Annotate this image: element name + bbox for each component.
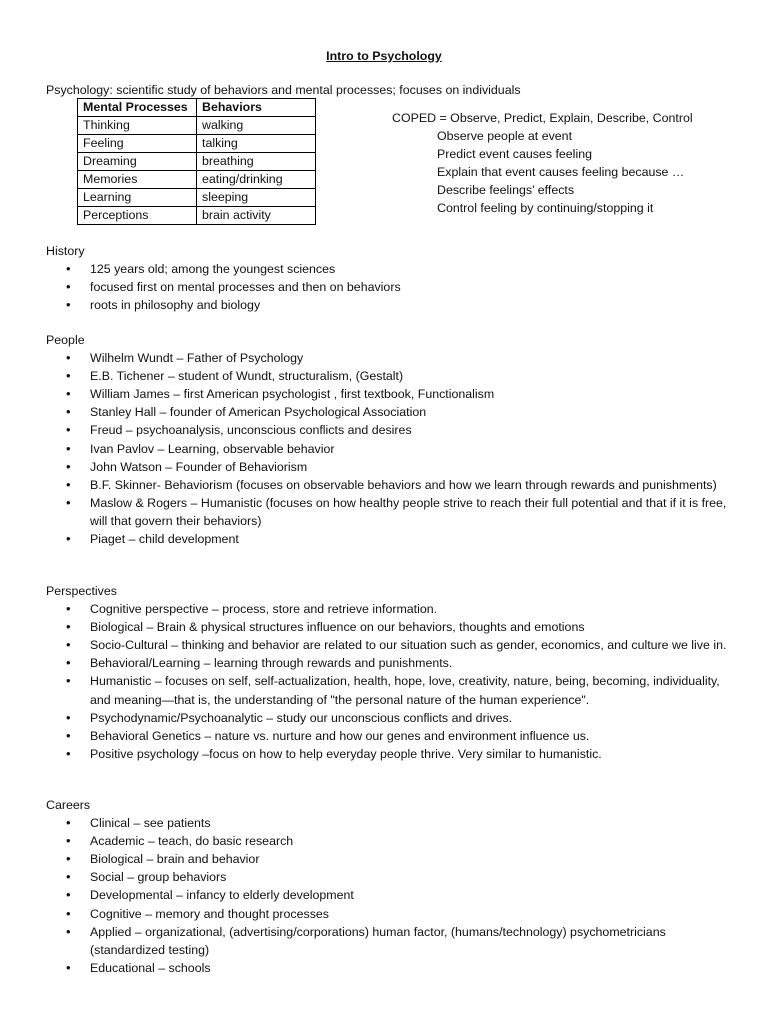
list-item: • Socio-Cultural – thinking and behavior are related to our situation such as gender, economics, and culture we live in. <box>46 636 740 654</box>
list-item: • focused first on mental processes and then on behaviors <box>46 278 740 296</box>
section-heading: People <box>46 333 85 347</box>
coped-block <box>392 109 693 218</box>
list-item: • Academic – teach, do basic research <box>46 832 740 850</box>
list-item: • Maslow & Rogers – Humanistic (focuses on how healthy people strive to reach their full potential and that if it is free, will that govern their behaviors) <box>46 494 740 530</box>
list-item: • Cognitive perspective – process, store and retrieve information. <box>46 600 740 618</box>
table-cell: Feeling <box>78 135 197 153</box>
list-item: • Social – group behaviors <box>46 868 740 886</box>
section-heading: Perspectives <box>46 584 117 598</box>
list-item: • Piaget – child development <box>46 530 740 548</box>
list-item: • Freud – psychoanalysis, unconscious conflicts and desires <box>46 421 740 439</box>
table-cell: Dreaming <box>78 153 197 171</box>
bullet-list <box>46 349 740 548</box>
table-cell: Perceptions <box>78 207 197 225</box>
mental-processes-table <box>77 98 316 225</box>
section-heading: Careers <box>46 798 91 812</box>
table-cell: eating/drinking <box>197 171 316 189</box>
list-item: • Behavioral/Learning – learning through rewards and punishments. <box>46 654 740 672</box>
list-item: • 125 years old; among the youngest sciences <box>46 260 740 278</box>
section-heading: History <box>46 244 85 258</box>
table-header-cell: Behaviors <box>197 99 316 117</box>
bullet-list <box>46 260 740 314</box>
table-cell: brain activity <box>197 207 316 225</box>
coped-item: Explain that event causes feeling because … <box>437 165 685 180</box>
list-item: • Cognitive – memory and thought processes <box>46 905 740 923</box>
list-item: • Clinical – see patients <box>46 814 740 832</box>
coped-item: Control feeling by continuing/stopping it <box>437 201 654 216</box>
table-cell: Memories <box>78 171 197 189</box>
list-item: • Behavioral Genetics – nature vs. nurture and how our genes and environment influence us. <box>46 727 740 745</box>
list-item: • Applied – organizational, (advertising/corporations) human factor, (humans/technology) psychometricians (standardized testing) <box>46 923 740 959</box>
list-item: • B.F. Skinner- Behaviorism (focuses on observable behaviors and how we learn through rewards and punishments) <box>46 476 740 494</box>
list-item: • Psychodynamic/Psychoanalytic – study our unconscious conflicts and drives. <box>46 709 740 727</box>
table-cell: Thinking <box>78 117 197 135</box>
coped-item: Describe feelings’ effects <box>437 183 575 198</box>
section-careers <box>46 796 740 977</box>
table-cell: walking <box>197 117 316 135</box>
table-cell: sleeping <box>197 189 316 207</box>
bullet-list <box>46 600 740 763</box>
table-cell: talking <box>197 135 316 153</box>
list-item: • E.B. Tichener – student of Wundt, structuralism, (Gestalt) <box>46 367 740 385</box>
list-item: • William James – first American psychologist , first textbook, Functionalism <box>46 385 740 403</box>
list-item: • Ivan Pavlov – Learning, observable behavior <box>46 440 740 458</box>
table-row <box>78 135 316 153</box>
coped-item: Observe people at event <box>437 129 573 144</box>
list-item: • Biological – brain and behavior <box>46 850 740 868</box>
table-cell: Learning <box>78 189 197 207</box>
table-row <box>78 153 316 171</box>
page-title: Intro to Psychology <box>326 49 442 63</box>
list-item: • Humanistic – focuses on self, self-actualization, health, hope, love, creativity, nature, being, becoming, individuality, and meaning—that is, the understanding of "the personal nature of the human experience". <box>46 672 740 708</box>
list-item: • Biological – Brain & physical structures influence on our behaviors, thoughts and emotions <box>46 618 740 636</box>
list-item: • Stanley Hall – founder of American Psychological Association <box>46 403 740 421</box>
table-cell: breathing <box>197 153 316 171</box>
section-history <box>46 242 740 314</box>
table-header-row <box>78 99 316 117</box>
list-item: • roots in philosophy and biology <box>46 296 740 314</box>
definition-text: Psychology: scientific study of behaviors and mental processes; focuses on individuals <box>46 83 521 97</box>
list-item: • Educational – schools <box>46 959 740 977</box>
bullet-list <box>46 814 740 977</box>
table-row <box>78 117 316 135</box>
table-header-cell: Mental Processes <box>78 99 197 117</box>
table-row <box>78 189 316 207</box>
list-item: • John Watson – Founder of Behaviorism <box>46 458 740 476</box>
section-people <box>46 331 740 548</box>
table-row <box>78 171 316 189</box>
list-item: • Developmental – infancy to elderly development <box>46 886 740 904</box>
table-row <box>78 207 316 225</box>
coped-item: Predict event causes feeling <box>437 147 592 162</box>
list-item: • Positive psychology –focus on how to help everyday people thrive. Very similar to humanistic. <box>46 745 740 763</box>
list-item: • Wilhelm Wundt – Father of Psychology <box>46 349 740 367</box>
coped-heading: COPED = Observe, Predict, Explain, Describe, Control <box>392 111 693 125</box>
section-perspectives <box>46 582 740 763</box>
